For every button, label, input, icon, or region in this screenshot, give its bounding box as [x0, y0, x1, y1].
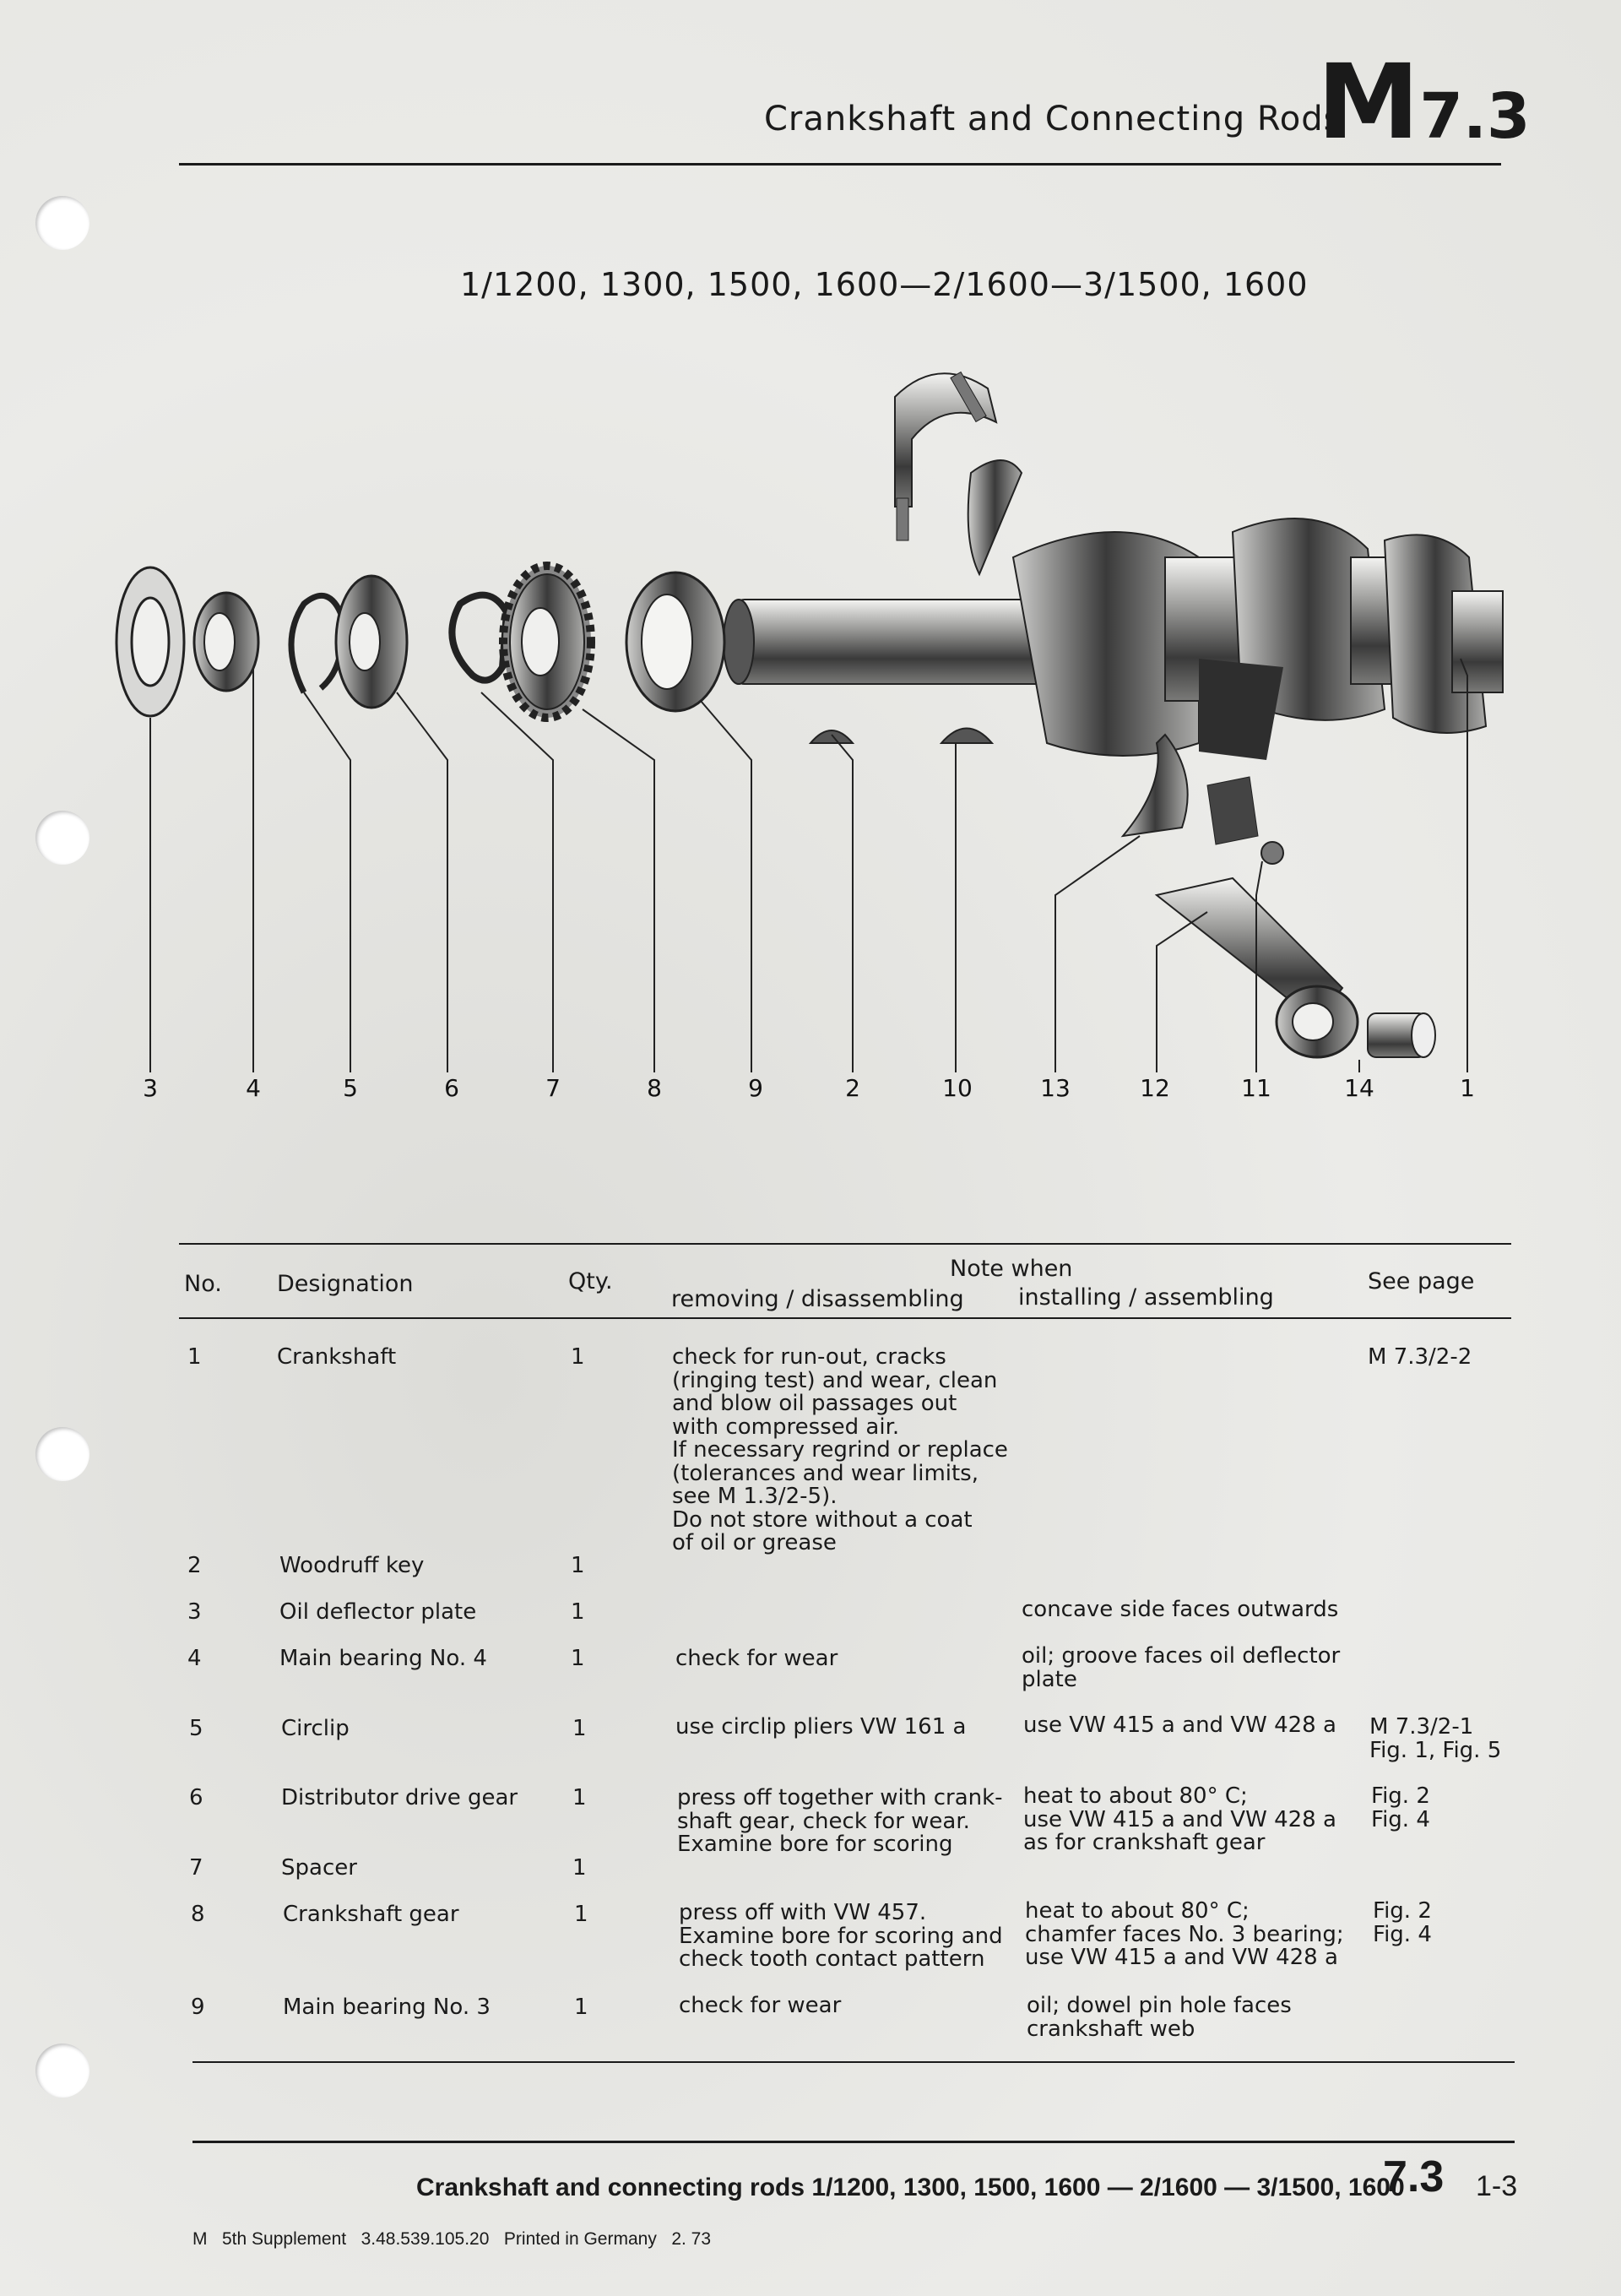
row-6-installing: heat to about 80° C; use VW 415 a and VW 428 a as for crankshaft gear	[1023, 1783, 1336, 1855]
row-7-no: 7	[189, 1855, 203, 1881]
row-1-qty: 1	[571, 1344, 585, 1370]
row-8-removing: press off with VW 457. Examine bore for scoring and check tooth contact pattern	[679, 1900, 1003, 1972]
column-header-no: No.	[184, 1271, 222, 1297]
callout-label: 8	[647, 1074, 662, 1102]
footer-rule	[192, 2141, 1515, 2143]
row-2-no: 2	[187, 1553, 202, 1578]
column-header-removing: removing / disassembling	[671, 1286, 964, 1312]
row-4-no: 4	[187, 1646, 202, 1671]
row-8-qty: 1	[574, 1902, 588, 1927]
table-header-rule	[179, 1317, 1511, 1319]
row-4-installing: oil; groove faces oil deflector plate	[1022, 1643, 1341, 1692]
model-list: 1/1200, 1300, 1500, 1600—2/1600—3/1500, 1600	[460, 266, 1309, 303]
exploded-view-diagram	[0, 0, 1621, 1132]
section-code-number: 7.3	[1419, 80, 1531, 153]
callout-label: 9	[748, 1074, 763, 1102]
row-9-removing: check for wear	[679, 1993, 842, 2018]
callout-label: 5	[343, 1074, 358, 1102]
row-6-removing: press off together with crank- shaft gear, check for wear. Examine bore for scoring	[677, 1785, 1003, 1857]
row-1-removing: check for run-out, cracks (ringing test) and wear, clean and blow oil passages out with compressed air. If necessary regrind or replace (tolerances and wear limits, see M 1.3/2-5). Do not store without a coat of oil or grease	[672, 1344, 1008, 1555]
distributor-drive-gear-part	[336, 576, 407, 708]
callout-label: 2	[845, 1074, 860, 1102]
row-5-removing: use circlip pliers VW 161 a	[675, 1714, 967, 1740]
callout-label: 3	[143, 1074, 158, 1102]
row-2-designation: Woodruff key	[279, 1553, 425, 1578]
connecting-rod-cap-part	[895, 372, 1022, 574]
row-5-see-page: M 7.3/2-1 Fig. 1, Fig. 5	[1369, 1714, 1502, 1763]
table-top-rule	[179, 1243, 1511, 1245]
row-6-no: 6	[189, 1785, 203, 1810]
row-8-no: 8	[191, 1902, 205, 1927]
row-6-designation: Distributor drive gear	[281, 1785, 518, 1810]
crankshaft-gear-part	[503, 566, 591, 718]
row-1-see-page: M 7.3/2-2	[1368, 1344, 1472, 1370]
row-5-designation: Circlip	[281, 1716, 350, 1741]
row-9-qty: 1	[574, 1995, 588, 2020]
callout-label: 13	[1040, 1074, 1071, 1102]
section-code-letter: M	[1317, 42, 1420, 162]
row-5-qty: 1	[572, 1716, 587, 1741]
binder-hole	[35, 1427, 89, 1481]
callout-label: 1	[1460, 1074, 1475, 1102]
row-6-qty: 1	[572, 1785, 587, 1810]
callout-label: 12	[1140, 1074, 1170, 1102]
row-8-designation: Crankshaft gear	[283, 1902, 459, 1927]
page-title: Crankshaft and Connecting Rods	[764, 100, 1342, 138]
woodruff-key-part	[941, 729, 992, 744]
table-bottom-rule	[192, 2061, 1515, 2063]
row-1-designation: Crankshaft	[277, 1344, 397, 1370]
row-3-qty: 1	[571, 1599, 585, 1625]
footer-print-line: M 5th Supplement 3.48.539.105.20 Printed in Germany 2. 73	[192, 2229, 712, 2249]
callout-label: 14	[1344, 1074, 1374, 1102]
oil-deflector-plate-part	[117, 567, 184, 716]
crankshaft-part	[724, 518, 1503, 760]
row-3-no: 3	[187, 1599, 202, 1625]
row-7-designation: Spacer	[281, 1855, 357, 1881]
row-4-qty: 1	[571, 1646, 585, 1671]
row-5-installing: use VW 415 a and VW 428 a	[1023, 1713, 1336, 1738]
column-header-see-page: See page	[1368, 1268, 1475, 1295]
binder-hole	[35, 2044, 89, 2098]
footer-title: Crankshaft and connecting rods 1/1200, 1300, 1500, 1600 — 2/1600 — 3/1500, 1600	[416, 2174, 1405, 2201]
row-6-see-page: Fig. 2 Fig. 4	[1371, 1783, 1430, 1832]
row-8-see-page: Fig. 2 Fig. 4	[1373, 1898, 1432, 1947]
main-bearing-3-part	[626, 573, 724, 711]
row-5-no: 5	[189, 1716, 203, 1741]
row-8-installing: heat to about 80° C; chamfer faces No. 3 bearing; use VW 415 a and VW 428 a	[1025, 1898, 1344, 1970]
column-header-note-when: Note when	[950, 1256, 1073, 1282]
row-4-designation: Main bearing No. 4	[279, 1646, 487, 1671]
callout-label: 4	[246, 1074, 261, 1102]
footer-section-code: 7.3	[1383, 2152, 1445, 2201]
row-4-removing: check for wear	[675, 1646, 838, 1671]
row-2-qty: 1	[571, 1553, 585, 1578]
row-9-designation: Main bearing No. 3	[283, 1995, 491, 2020]
callout-label: 6	[444, 1074, 459, 1102]
row-3-installing: concave side faces outwards	[1022, 1597, 1339, 1622]
row-9-no: 9	[191, 1995, 205, 2020]
column-header-designation: Designation	[277, 1271, 414, 1297]
row-3-designation: Oil deflector plate	[279, 1599, 477, 1625]
row-1-no: 1	[187, 1344, 202, 1370]
callout-label: 11	[1241, 1074, 1271, 1102]
callout-label: 7	[545, 1074, 561, 1102]
connecting-rod-bushing-part	[1368, 1013, 1435, 1057]
woodruff-key-part	[810, 730, 853, 743]
spacer-part	[452, 595, 507, 681]
column-header-qty: Qty.	[568, 1268, 613, 1295]
main-bearing-4-part	[194, 593, 258, 691]
footer-page-number: 1-3	[1476, 2170, 1518, 2202]
callout-label: 10	[942, 1074, 973, 1102]
row-9-installing: oil; dowel pin hole faces crankshaft web	[1027, 1993, 1292, 2042]
column-header-installing: installing / assembling	[1018, 1284, 1274, 1311]
row-7-qty: 1	[572, 1855, 587, 1881]
